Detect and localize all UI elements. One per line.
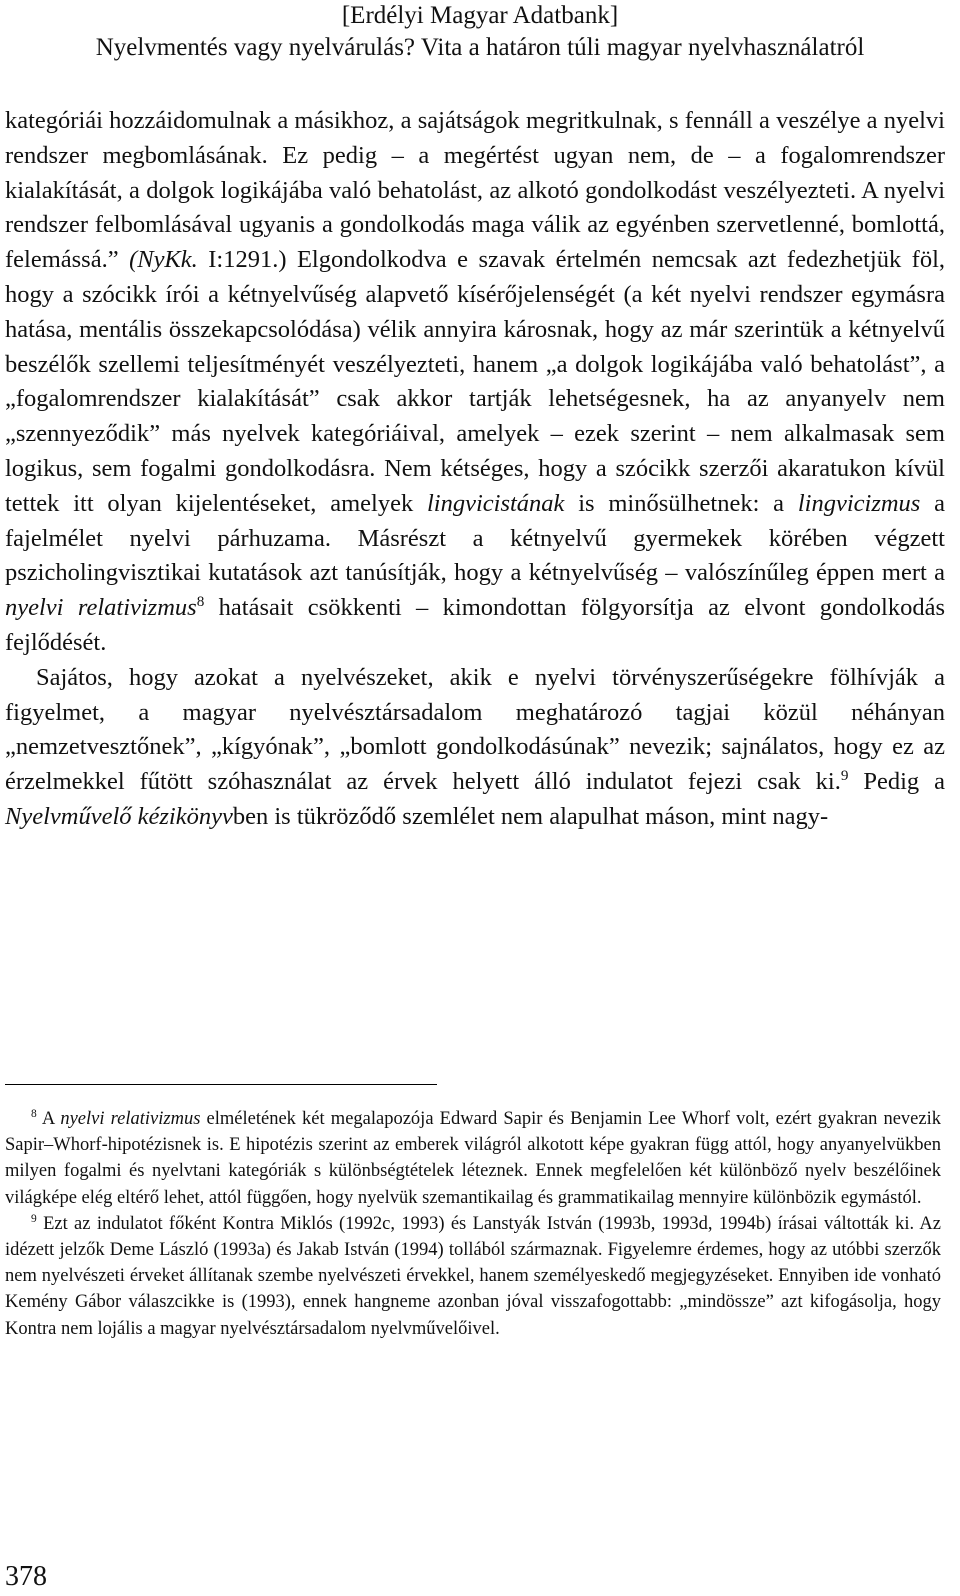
footnote-separator xyxy=(5,1084,437,1085)
header-source: [Erdélyi Magyar Adatbank] xyxy=(341,2,619,29)
paragraph-2: Sajátos, hogy azokat a nyelvészeket, akik e nyelvi törvényszerűségekre fölhívják a figyelmet, a magyar nyelvésztársadalom meghatározó tagjai közül néhányan „nemzetvesztőnek”, „kígyónak”, „bomlott gondolkodásúnak” nevezik; sajnálatos, hogy ez az érzelmekkel fűtött szóhasználat az érvek helyett álló indulatot fejezi csak ki.$^9$ Pedig a Nyelvművelő kézikönyvben is tükröződő szemlélet nem alapulhat máson, mint nagy- xyxy=(5,663,945,830)
footnote-ref-9[interactable]: 9 xyxy=(840,766,849,784)
page-number: 378 xyxy=(5,1561,47,1592)
header-title: Nyelvmentés vagy nyelvárulás? Vita a határon túli magyar nyelvhasználatról xyxy=(95,34,865,61)
main-text xyxy=(5,104,945,835)
footnote-number: 9 xyxy=(31,1212,37,1225)
footnote-number: 8 xyxy=(31,1107,37,1120)
footnotes xyxy=(5,1106,941,1342)
paragraph-1: kategóriái hozzáidomulnak a másikhoz, a sajátságok megritkulnak, s fennáll a veszélye a nyelvi rendszer megbomlásának. Ez pedig – a megértést ugyan nem, de – a fogalomrendszer kialakítását, a dolgok logikájába való behatolást, az alkotó gondolkodást veszélyezteti. A nyelvi rendszer felbomlásával ugyanis a gondolkodás maga válik az egyénben szervetlenné, bomlottá, felemássá.” (NyKk. I:1291.) Elgondolkodva e szavak értelmén nemcsak azt fedezhetjük föl, hogy a szócikk írói a kétnyelvűség alapvető kísérőjelenségét (a két nyelvi rendszer egymásra hatása, mentális összekapcsolódása) vélik annyira károsnak, hogy az már szerintük a kétnyelvű beszélők szellemi teljesítményét veszélyezteti, hanem „a dolgok logikájába való behatolást”, a „fogalomrendszer kialakítását” csak akkor tartják lehetségesnek, ha az anyanyelv nem „szennyeződik” más nyelvek kategóriáival, amelyek – ezek szerint – nem alkalmasak sem logikus, sem fogalmi gondolkodásra. Nem kétséges, hogy a szócikk szerzői akaratukon kívül tettek itt olyan kijelentéseket, amelyek lingvicistának is minősülhetnek: a lingvicizmus a fajelmélet nyelvi párhuzama. Másrészt a kétnyelvű gyermekek körében végzett pszicholingvisztikai kutatások azt tanúsítják, hogy a kétnyelvűség – valószínűleg éppen mert a nyelvi relativizmus$^8$ hatásait csökkenti – kimondottan fölgyorsítja az elvont gondolkodás fejlődését. xyxy=(5,107,946,656)
footnote-8: $^8$ A nyelvi relativizmus elméletének két megalapozója Edward Sapir és Benjamin Lee Whorf volt, ezért gyakran nevezik Sapir–Whorf-hipotézisnek is. E hipotézis szerint az emberek világról alkotott képe gyakran függ attól, hogy anyanyelvükben milyen fogalmi és nyelvtani kategóriák s különbségtételek léteznek. Ennek megfelelően két különböző nyelv beszélőinek világképe elég eltérő lehet, attól függően, hogy nyelvük szemantikailag és grammatikailag mennyire különbözik egymástól. xyxy=(5,1107,941,1208)
footnote-ref-8[interactable]: 8 xyxy=(196,593,205,610)
page-header xyxy=(0,0,960,64)
footnote-9: $^9$ Ezt az indulatot főként Kontra Miklós (1992c, 1993) és Lanstyák István (1993b, 1993d, 1994b) írásai váltották ki. Az idézett jelzők Deme László (1993a) és Jakab István (1994) tollából származnak. Figyelemre érdemes, hogy az utóbbi szerzők nem nyelvészeti érveket állítanak szembe nyelvészeti érvekkel, hanem személyeskedő megjegyzéseket. Ennyiben ide vonható Kemény Gábor válaszcikke is (1993), ennek hangneme azonban jóval visszafogottabb: „mindössze” azt kifogásolja, hogy Kontra nem lojális a magyar nyelvésztársadalom nyelvművelőivel. xyxy=(5,1212,941,1339)
